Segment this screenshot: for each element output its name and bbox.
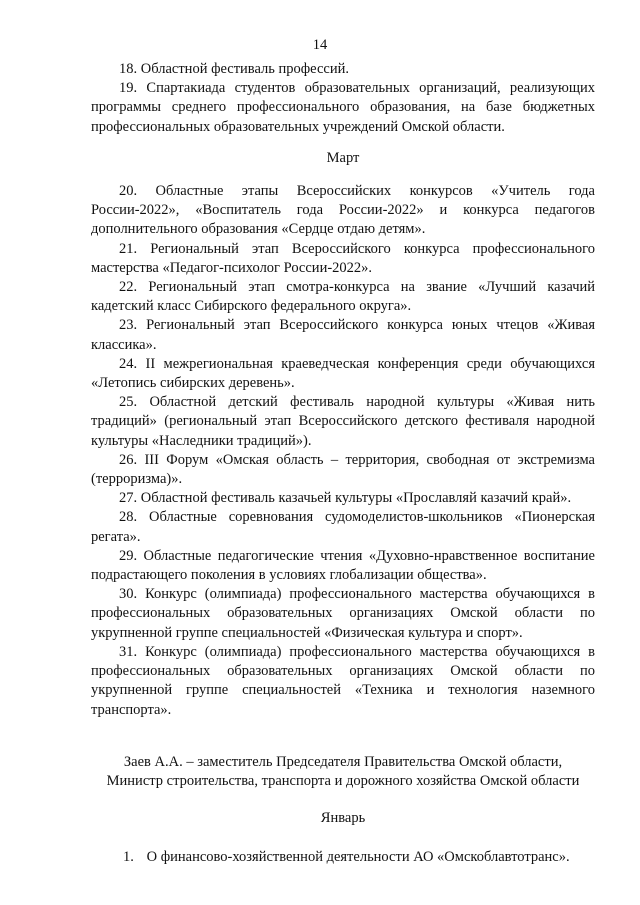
- section-heading-january: Январь: [320, 810, 366, 827]
- responsible-line: Заев А.А. – заместитель Председателя Правительства Омской области,: [123, 753, 563, 770]
- list-item: 19. Спартакиада студентов образовательных организаций, реализующих программы среднего профессионального образования, на базе бюджетных профессиональных образовательных учреждений Омской области.: [91, 80, 595, 135]
- list-item: 18. Областной фестиваль профессий.: [119, 61, 349, 77]
- list-item-text: О финансово-хозяйственной деятельности АО «Омскоблавтотранс».: [146, 849, 570, 866]
- list-item: 24. II межрегиональная краеведческая конференция среди обучающихся «Летопись сибирских деревень».: [91, 355, 595, 392]
- list-item-number: 1.: [123, 849, 134, 866]
- list-item: 26. III Форум «Омская область – территория, свободная от экстремизма (терроризма)».: [91, 451, 595, 488]
- list-item: 22. Региональный этап смотра-конкурса на звание «Лучший казачий кадетский класс Сибирского федерального округа».: [91, 279, 595, 315]
- section-heading-march: Март: [326, 149, 360, 166]
- list-item: 27. Областной фестиваль казачьей культуры «Прославляй казачий край».: [119, 490, 572, 507]
- responsible-line: Министр строительства, транспорта и дорожного хозяйства Омской области: [106, 772, 580, 789]
- page-number: 14: [312, 37, 328, 53]
- list-item: 28. Областные соревнования судомоделистов-школьников «Пионерская регата».: [91, 509, 595, 545]
- list-item: 20. Областные этапы Всероссийских конкурсов «Учитель года России-2022», «Воспитатель года России-2022» и конкурса педагогов дополнительного образования «Сердце отдаю детям».: [91, 183, 595, 238]
- list-item: 31. Конкурс (олимпиада) профессионального мастерства обучающихся в профессиональных образовательных организациях Омской области по укрупненной группе специальностей «Техника и технология наземного транспорта».: [91, 643, 595, 718]
- list-item: 25. Областной детский фестиваль народной культуры «Живая нить традиций» (региональный этап Всероссийского детского фестиваля народной культуры «Наследники традиций»).: [91, 394, 595, 449]
- list-item: [91, 848, 595, 867]
- document-body: [91, 60, 595, 868]
- list-item: 23. Региональный этап Всероссийского конкурса юных чтецов «Живая классика».: [91, 317, 595, 353]
- list-item: 30. Конкурс (олимпиада) профессионального мастерства обучающихся в профессиональных образовательных организациях Омской области по укрупненной группе специальностей «Физическая культура и спорт».: [91, 586, 595, 641]
- responsible-official: [91, 753, 595, 791]
- list-item: 29. Областные педагогические чтения «Духовно-нравственное воспитание подрастающего поколения в условиях глобализации общества».: [91, 547, 595, 584]
- list-item: 21. Региональный этап Всероссийского конкурса профессионального мастерства «Педагог-психолог России-2022».: [91, 240, 595, 276]
